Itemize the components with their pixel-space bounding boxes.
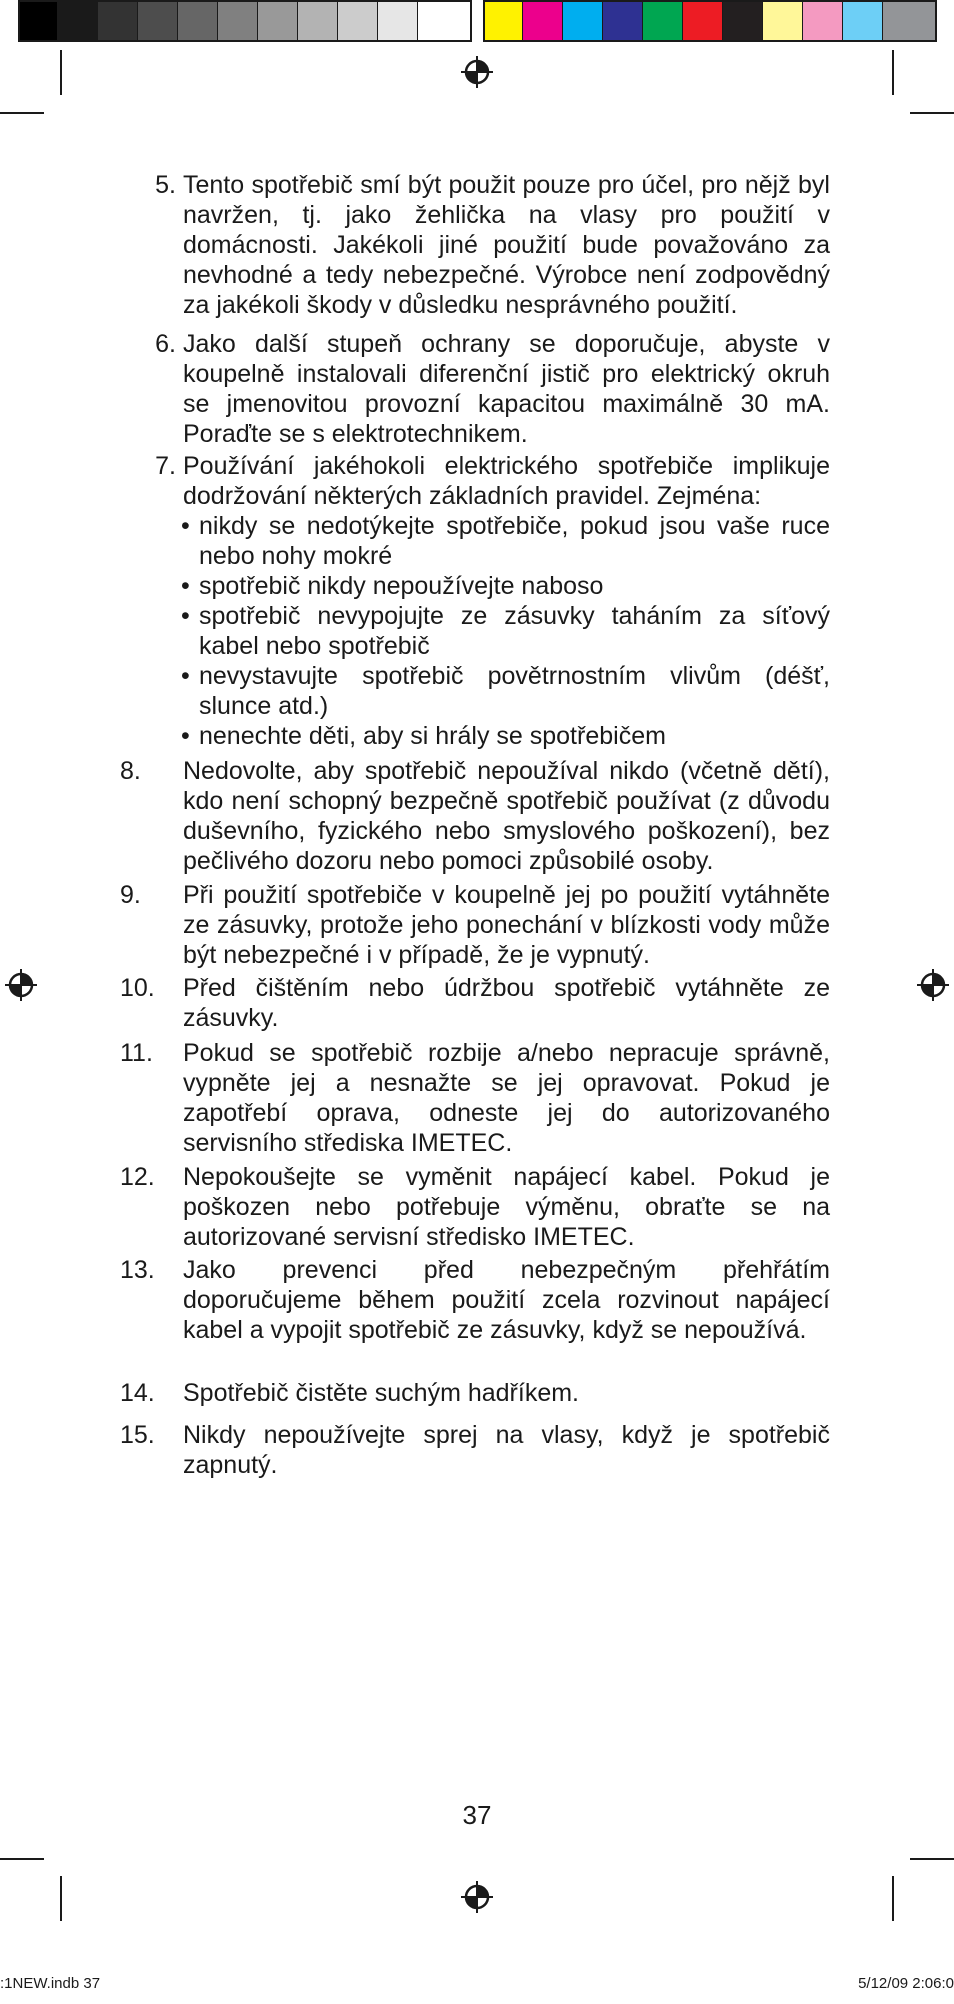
- item-text: Při použití spotřebiče v koupelně jej po použití vytáhněte ze zásuvky, protože jeho ponechání v blízkosti vody může být nebezpečné i v případě, že je vypnutý.: [183, 881, 830, 969]
- bullet-icon: •: [181, 662, 190, 690]
- item-text: Před čištěním nebo údržbou spotřebič vytáhněte ze zásuvky.: [183, 974, 830, 1032]
- item-number: 8.: [120, 757, 141, 785]
- color-bar-frame: [483, 0, 937, 42]
- crop-mark-bottom-left-vertical: [60, 1876, 62, 1921]
- list-item: [0, 1255, 830, 1345]
- bullet-item: • spotřebič nevypojujte ze zásuvky taháním za síťový kabel nebo spotřebič: [181, 602, 830, 660]
- crop-mark-bottom-right-horizontal: [910, 1858, 954, 1860]
- item-number: 10.: [120, 974, 155, 1002]
- bullet-item: • spotřebič nikdy nepoužívejte naboso: [181, 572, 604, 600]
- list-item: [0, 170, 830, 320]
- item-number: 6.: [155, 330, 176, 358]
- crop-mark-bottom-left-horizontal: [0, 1858, 44, 1860]
- registration-mark-icon: [461, 56, 493, 88]
- item-number: 5.: [155, 171, 176, 199]
- registration-mark-icon: [461, 1881, 493, 1913]
- item-number: 7.: [155, 452, 176, 480]
- item-text: Tento spotřebič smí být použit pouze pro účel, pro nějž byl navržen, tj. jako žehlička na vlasy pro použití v domácnosti. Jakékoli jiné použití bude považováno za nevhodné a tedy nebezpečné. Výrobce není zodpovědný za jakékoli škody v důsledku nesprávného použití.: [183, 171, 830, 319]
- bullet-icon: •: [181, 602, 190, 630]
- item-text: Jako další stupeň ochrany se doporučuje, abyste v koupelně instalovali diferenční jistič pro elektrický okruh se jmenovitou provozní kapacitou maximálně 30 mA. Poraďte se s elektrotechnikem.: [183, 330, 830, 448]
- crop-mark-top-left-horizontal: [0, 112, 44, 114]
- bullet-list: [181, 511, 830, 751]
- item-text: Pokud se spotřebič rozbije a/nebo nepracuje správně, vypněte jej a nesnažte se jej opravovat. Pokud je zapotřebí oprava, odneste jej do autorizovaného servisního střediska IMETEC.: [183, 1039, 830, 1157]
- list-item: [0, 1038, 830, 1158]
- item-text: Nikdy nepoužívejte sprej na vlasy, když je spotřebič zapnutý.: [183, 1421, 830, 1479]
- item-number: 15.: [120, 1421, 155, 1449]
- registration-mark-icon: [917, 969, 949, 1001]
- item-text: Jako prevenci před nebezpečným přehřátím doporučujeme během použití zcela rozvinout napájecí kabel a vypojit spotřebič ze zásuvky, když se nepoužívá.: [183, 1256, 830, 1344]
- item-text: Nepokoušejte se vyměnit napájecí kabel. Pokud je poškozen nebo potřebuje výměnu, obraťte se na autorizované servisní středisko IMETEC.: [183, 1163, 830, 1251]
- item-number: 14.: [120, 1379, 155, 1407]
- footer-file-info: :1NEW.indb 37: [0, 1975, 101, 1992]
- list-item: [0, 973, 830, 1033]
- list-item: [0, 1378, 830, 1408]
- list-item: [0, 451, 830, 751]
- bullet-item: • nevystavujte spotřebič povětrnostním vlivům (déšť, slunce atd.): [181, 662, 830, 720]
- footer-timestamp: 5/12/09 2:06:0: [858, 1975, 954, 1992]
- crop-mark-top-right-horizontal: [910, 112, 954, 114]
- bullet-item: • nenechte děti, aby si hrály se spotřebičem: [181, 722, 666, 750]
- bullet-icon: •: [181, 722, 190, 750]
- list-item: [0, 329, 830, 449]
- bullet-icon: •: [181, 512, 190, 540]
- list-item: [0, 880, 830, 970]
- item-text: Nedovolte, aby spotřebič nepoužíval nikdo (včetně dětí), kdo není schopný bezpečně spotřebič používat (z důvodu duševního, fyzického nebo smyslového poškození), bez pečlivého dozoru nebo pomoci způsobilé osoby.: [183, 757, 830, 875]
- bullet-item: • nikdy se nedotýkejte spotřebiče, pokud jsou vaše ruce nebo nohy mokré: [181, 512, 830, 570]
- grayscale-bar-frame: [18, 0, 472, 42]
- crop-mark-bottom-right-vertical: [892, 1876, 894, 1921]
- list-item: [0, 1162, 830, 1252]
- item-number: 12.: [120, 1163, 155, 1191]
- item-number: 11.: [120, 1039, 153, 1067]
- page-number: 37: [462, 1800, 492, 1830]
- list-item: [0, 1420, 830, 1480]
- item-text: Používání jakéhokoli elektrického spotřebiče implikuje dodržování některých základních pravidel. Zejména:: [183, 452, 830, 510]
- item-text: Spotřebič čistěte suchým hadříkem.: [183, 1379, 579, 1407]
- crop-mark-top-left-vertical: [60, 50, 62, 95]
- crop-mark-top-right-vertical: [892, 50, 894, 95]
- bullet-icon: •: [181, 572, 190, 600]
- item-number: 9.: [120, 881, 141, 909]
- item-number: 13.: [120, 1256, 155, 1284]
- list-item: [0, 756, 830, 876]
